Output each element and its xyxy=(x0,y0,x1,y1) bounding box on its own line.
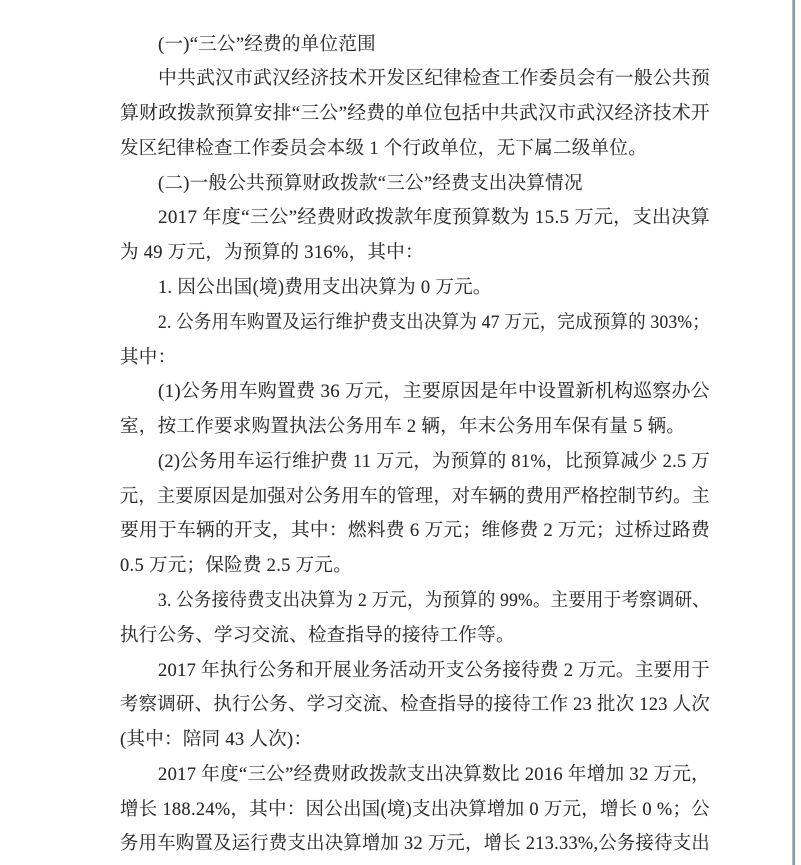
text-line: 元，主要原因是加强对公务用车的管理，对车辆的费用严格控制节约。主 xyxy=(120,486,710,507)
page-right-border xyxy=(792,0,795,865)
text-line: (其中：陪同 43 人次)： xyxy=(120,730,313,751)
text-line: 其中： xyxy=(120,347,177,368)
text-line: 发区纪律检查工作委员会本级 1 个行政单位，无下属二级单位。 xyxy=(120,138,648,159)
text-line: (二)一般公共预算财政拨款“三公”经费支出决算情况 xyxy=(158,173,583,194)
text-line: 2017 年执行公务和开展业务活动开支公务接待费 2 万元。主要用于 xyxy=(158,660,710,681)
text-line: 0.5 万元；保险费 2.5 万元。 xyxy=(120,556,353,577)
text-line: 2. 公务用车购置及运行维护费支出决算为 47 万元，完成预算的 303%； xyxy=(158,312,710,333)
text-line: 为 49 万元，为预算的 316%，其中： xyxy=(120,243,424,264)
text-line: 务用车购置及运行费支出决算增加 32 万元，增长 213.33%,公务接待支出 xyxy=(120,834,710,855)
text-line: 要用于车辆的开支，其中：燃料费 6 万元；维修费 2 万元；过桥过路费 xyxy=(120,521,710,542)
text-line: 增长 188.24%，其中：因公出国(境)支出决算增加 0 万元，增长 0 %；公 xyxy=(120,799,710,820)
text-line: (2)公务用车运行维护费 11 万元，为预算的 81%，比预算减少 2.5 万 xyxy=(158,451,710,472)
text-line: (一)“三公”经费的单位范围 xyxy=(158,34,376,55)
text-line: (1)公务用车购置费 36 万元，主要原因是年中设置新机构巡察办公 xyxy=(158,382,710,403)
text-line: 中共武汉市武汉经济技术开发区纪律检查工作委员会有一般公共预 xyxy=(158,69,710,90)
text-line: 执行公务、学习交流、检查指导的接待工作等。 xyxy=(120,625,515,646)
text-line: 2017 年度“三公”经费财政拨款年度预算数为 15.5 万元，支出决算 xyxy=(158,208,710,229)
text-line: 1. 因公出国(境)费用支出决算为 0 万元。 xyxy=(158,277,492,298)
text-line: 2017 年度“三公”经费财政拨款支出决算数比 2016 年增加 32 万元， xyxy=(158,764,710,785)
text-line: 3. 公务接待费支出决算为 2 万元，为预算的 99%。主要用于考察调研、 xyxy=(158,590,710,611)
text-line: 算财政拨款预算安排“三公”经费的单位包括中共武汉市武汉经济技术开 xyxy=(120,104,710,125)
text-line: 室，按工作要求购置执法公务用车 2 辆，年末公务用车保有量 5 辆。 xyxy=(120,417,686,438)
text-line: 考察调研、执行公务、学习交流、检查指导的接待工作 23 批次 123 人次 xyxy=(120,695,710,716)
